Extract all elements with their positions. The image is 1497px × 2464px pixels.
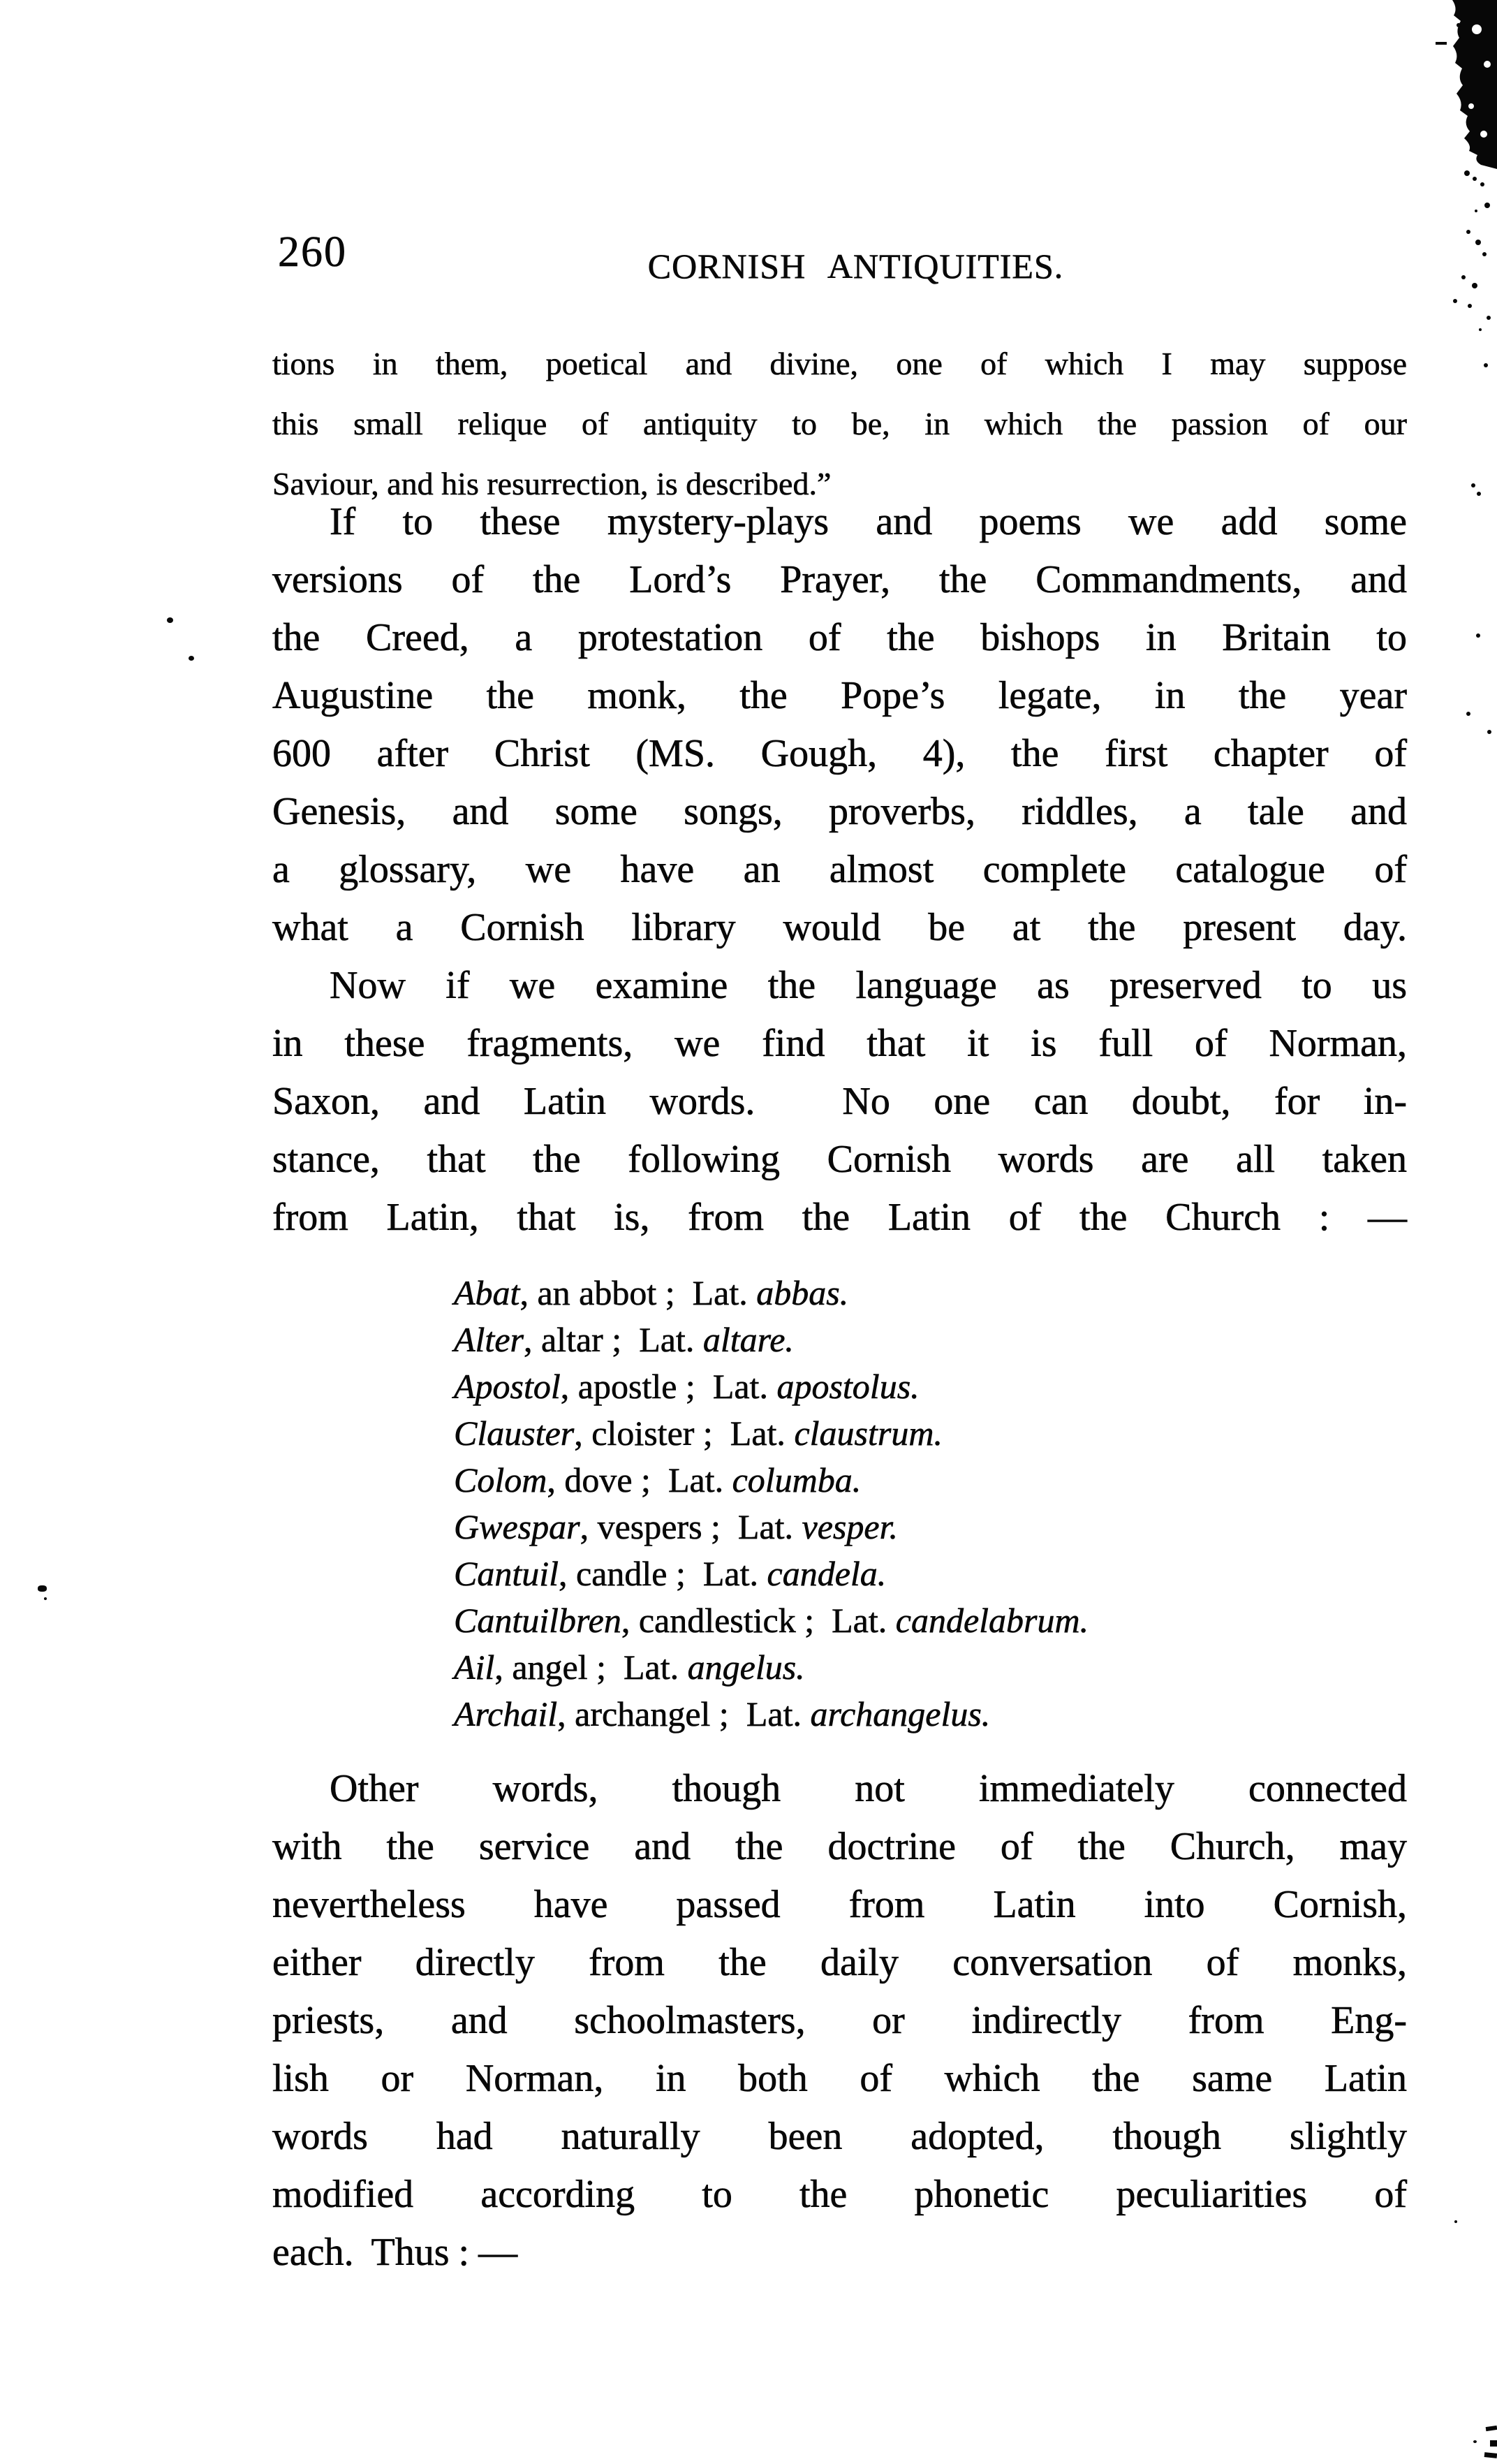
quote-paragraph <box>272 334 1407 514</box>
latin-word: claustrum. <box>794 1414 943 1453</box>
gloss-text: , cloister ; Lat. <box>574 1414 795 1453</box>
list-item <box>454 1457 1445 1504</box>
text-line: Genesis, and some songs, proverbs, riddles, a tale and <box>272 790 1407 833</box>
cornish-word: Clauster <box>454 1414 575 1453</box>
text-line: tions in them, poetical and divine, one of which I may suppose <box>272 346 1407 381</box>
ink-speck <box>167 617 173 623</box>
cornish-word: Abat <box>454 1273 520 1312</box>
text-line: the Creed, a protestation of the bishops in Britain to <box>272 616 1407 659</box>
text-line: with the service and the doctrine of the Church, may <box>272 1825 1407 1868</box>
cornish-word-list <box>454 1270 1445 1738</box>
text-line: in these fragments, we find that it is full of Norman, <box>272 1022 1407 1065</box>
list-item <box>454 1410 1445 1457</box>
gloss-text: , an abbot ; Lat. <box>519 1273 757 1312</box>
list-item <box>454 1597 1445 1644</box>
text-line: Augustine the monk, the Pope’s legate, in the year <box>272 674 1407 717</box>
ink-speck <box>1473 2440 1477 2443</box>
text-line: from Latin, that is, from the Latin of the Church : — <box>272 1196 1407 1239</box>
list-item <box>454 1363 1445 1410</box>
latin-word: candela. <box>767 1554 887 1593</box>
ink-speck <box>1454 2220 1457 2223</box>
main-paragraphs <box>272 493 1407 1247</box>
latin-word: abbas. <box>756 1273 849 1312</box>
text-line: versions of the Lord’s Prayer, the Commandments, and <box>272 558 1407 601</box>
list-item <box>454 1550 1445 1597</box>
text-line: modified according to the phonetic peculiarities of <box>272 2173 1407 2216</box>
text-line: words had naturally been adopted, though slightly <box>272 2115 1407 2158</box>
gloss-text: , archangel ; Lat. <box>557 1694 811 1733</box>
gloss-text: , vespers ; Lat. <box>580 1507 802 1546</box>
list-item <box>454 1644 1445 1691</box>
text-line: what a Cornish library would be at the present day. <box>272 906 1407 949</box>
text-line: lish or Norman, in both of which the same Latin <box>272 2057 1407 2100</box>
latin-word: angelus. <box>687 1648 805 1687</box>
latin-word: apostolus. <box>776 1367 920 1406</box>
cornish-word: Cantuil <box>454 1554 559 1593</box>
page-number: 260 <box>278 228 347 276</box>
closing-paragraph <box>272 1760 1407 2282</box>
gloss-text: , altar ; Lat. <box>523 1320 703 1359</box>
latin-word: columba. <box>732 1460 862 1499</box>
ink-speck <box>38 1585 47 1592</box>
gloss-text: , angel ; Lat. <box>494 1648 688 1687</box>
text-line: priests, and schoolmasters, or indirectly from Eng- <box>272 1999 1407 2042</box>
gloss-text: , dove ; Lat. <box>547 1460 732 1499</box>
text-line: Saxon, and Latin words. No one can doubt, for in- <box>272 1080 1407 1123</box>
list-item <box>454 1317 1445 1363</box>
ink-speck <box>189 656 194 661</box>
gloss-text: , candle ; Lat. <box>559 1554 767 1593</box>
latin-word: archangelus. <box>810 1694 991 1733</box>
gloss-text: , candlestick ; Lat. <box>621 1601 896 1640</box>
text-line: nevertheless have passed from Latin into Cornish, <box>272 1883 1407 1926</box>
text-line: each. Thus : — <box>272 2231 518 2274</box>
cornish-word: Ail <box>454 1648 495 1687</box>
cornish-word: Colom <box>454 1460 547 1499</box>
text-line: 600 after Christ (MS. Gough, 4), the first chapter of <box>272 732 1407 775</box>
latin-word: altare. <box>702 1320 794 1359</box>
cornish-word: Archail <box>454 1694 558 1733</box>
text-line: Saviour, and his resurrection, is described.” <box>272 466 832 501</box>
cornish-word: Apostol <box>454 1367 561 1406</box>
running-header-title: CORNISH ANTIQUITIES. <box>647 247 1064 286</box>
cornish-word: Gwespar <box>454 1507 580 1546</box>
text-line: If to these mystery-plays and poems we add some <box>330 500 1407 543</box>
text-line: this small relique of antiquity to be, in which the passion of our <box>272 406 1407 441</box>
list-item <box>454 1691 1445 1738</box>
text-line: stance, that the following Cornish words are all taken <box>272 1138 1407 1181</box>
text-line: either directly from the daily conversation of monks, <box>272 1941 1407 1984</box>
cornish-word: Cantuilbren <box>454 1601 621 1640</box>
text-line: Now if we examine the language as preserved to us <box>330 964 1407 1007</box>
list-item <box>454 1270 1445 1317</box>
list-item <box>454 1504 1445 1550</box>
latin-word: candelabrum. <box>895 1601 1089 1640</box>
text-line: Other words, though not immediately connected <box>330 1767 1407 1810</box>
cornish-word: Alter <box>454 1320 524 1359</box>
text-line: a glossary, we have an almost complete catalogue of <box>272 848 1407 891</box>
ink-blob-artifact <box>1392 0 1497 768</box>
ink-speck <box>44 1597 47 1600</box>
latin-word: vesper. <box>802 1507 898 1546</box>
gloss-text: , apostle ; Lat. <box>560 1367 777 1406</box>
